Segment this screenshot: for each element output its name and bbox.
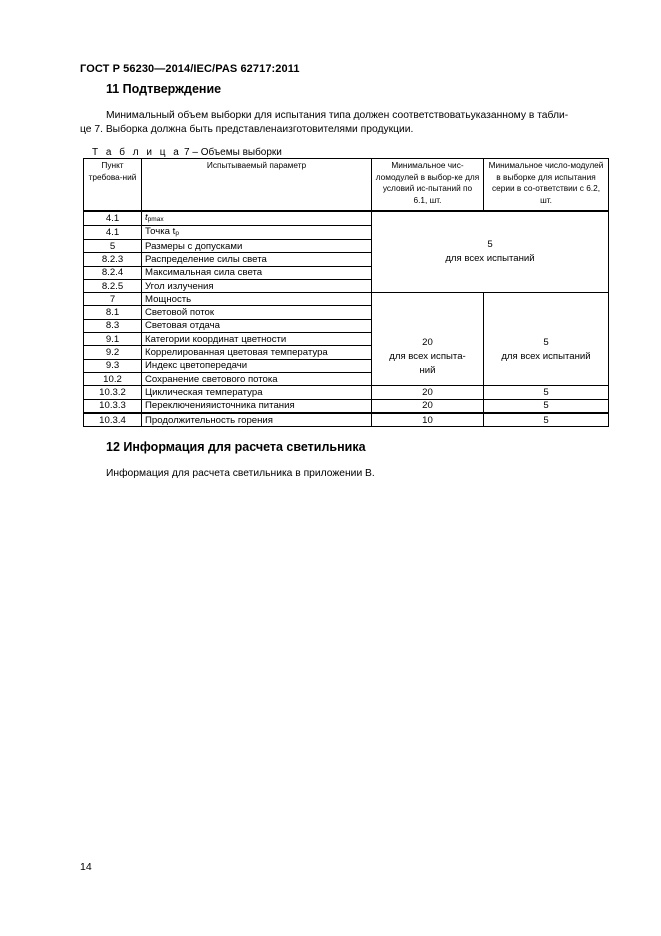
parameter-main: t (145, 212, 148, 223)
clause-cell: 9.1 (84, 333, 142, 346)
group2-type-note-line2: ний (419, 365, 436, 377)
group2-series-note: для всех испытаний (501, 351, 591, 363)
group2-type-note-line1: для всех испыта- (389, 351, 466, 363)
type-test-cell: 10 (372, 413, 484, 427)
header-parameter: Испытываемый параметр (142, 159, 372, 212)
parameter-cell (142, 226, 372, 240)
group1-value: 5 (487, 239, 493, 251)
clause-cell: 8.2.4 (84, 266, 142, 279)
parameter-cell: Переключенияисточника питания (142, 399, 372, 413)
type-test-cell: 20 (372, 399, 484, 413)
parameter-cell: Категории координат цветности (142, 333, 372, 346)
type-test-cell: 20 (372, 386, 484, 399)
caption-label: Т а б л и ц а (92, 147, 182, 158)
parameter-cell: Циклическая температура (142, 386, 372, 399)
parameter-cell: Коррелированная цветовая температура (142, 346, 372, 359)
series-test-cell: 5 (484, 386, 609, 399)
clause-cell: 5 (84, 240, 142, 253)
header-sample-series-test: Минимальное число-модулей в выборке для испытания серии в со-ответствии с 6.2, шт. (484, 159, 609, 212)
group1-value-cell (372, 211, 609, 293)
clause-cell: 10.2 (84, 372, 142, 385)
table-row (84, 211, 609, 226)
clause-cell: 8.1 (84, 306, 142, 319)
series-test-cell: 5 (484, 413, 609, 427)
parameter-cell: Индекс цветопередачи (142, 359, 372, 372)
clause-cell: 9.2 (84, 346, 142, 359)
table-row (84, 293, 609, 306)
group2-type-value: 20 (422, 337, 433, 349)
parameter-cell: Световой поток (142, 306, 372, 319)
group2-series-test-cell (484, 293, 609, 386)
clause-cell: 4.1 (84, 211, 142, 226)
parameter-cell: Размеры с допусками (142, 240, 372, 253)
parameter-cell (142, 211, 372, 226)
clause-cell: 4.1 (84, 226, 142, 240)
clause-cell: 8.3 (84, 319, 142, 332)
caption-title: 7 – Объемы выборки (181, 147, 282, 158)
group1-value-note: для всех испытаний (445, 253, 535, 265)
section-11-title: 11 Подтверждение (106, 82, 222, 96)
parameter-cell: Максимальная сила света (142, 266, 372, 279)
parameter-cell: Распределение силы света (142, 253, 372, 266)
section-12-text: Информация для расчета светильника в приложении В. (106, 468, 375, 479)
series-test-cell: 5 (484, 399, 609, 413)
table-row (84, 399, 609, 413)
parameter-cell: Мощность (142, 293, 372, 306)
clause-cell: 9.3 (84, 359, 142, 372)
clause-cell: 10.3.2 (84, 386, 142, 399)
header-sample-type-test: Минимальное чис-ломодулей в выбор-ке для условий ис-пытаний по 6.1, шт. (372, 159, 484, 212)
parameter-cell: Световая отдача (142, 319, 372, 332)
clause-cell: 10.3.3 (84, 399, 142, 413)
parameter-cell: Сохранение светового потока (142, 372, 372, 385)
parameter-cell: Угол излучения (142, 279, 372, 292)
group2-type-test-cell (372, 293, 484, 386)
section-12-title: 12 Информация для расчета светильника (106, 440, 366, 454)
clause-cell: 8.2.5 (84, 279, 142, 292)
parameter-main: Точка t (145, 226, 176, 237)
table-header-row (84, 159, 609, 212)
document-header: ГОСТ Р 56230—2014/IEC/PAS 62717:2011 (80, 63, 300, 75)
table-row (84, 413, 609, 427)
parameter-subscript: pmax (147, 216, 164, 223)
table-7 (83, 158, 609, 427)
clause-cell: 7 (84, 293, 142, 306)
parameter-subscript: p (175, 230, 179, 237)
section-11-text-line2: це 7. Выборка должна быть представленаизготовителями продукции. (80, 124, 414, 135)
clause-cell: 8.2.3 (84, 253, 142, 266)
group2-series-value: 5 (543, 337, 549, 349)
parameter-cell: Продолжительность горения (142, 413, 372, 427)
header-clause: Пункт требова-ний (84, 159, 142, 212)
clause-cell: 10.3.4 (84, 413, 142, 427)
table-row (84, 386, 609, 399)
page-number: 14 (80, 861, 92, 873)
table-7-caption (92, 147, 282, 158)
section-11-text-line1: Минимальный объем выборки для испытания типа должен соответствоватьуказанному в табли- (106, 110, 569, 121)
